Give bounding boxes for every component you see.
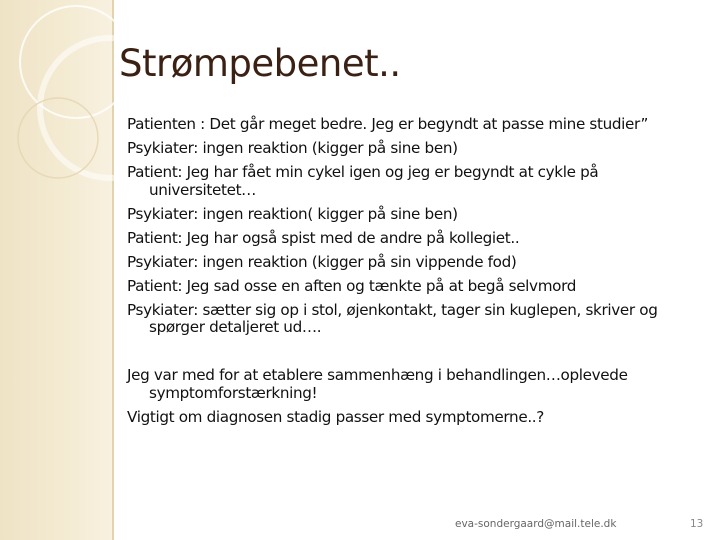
dialogue-line: Psykiater: ingen reaktion( kigger på sine ben)	[127, 204, 458, 223]
dialogue-line: Patient: Jeg har fået min cykel igen og jeg er begyndt at cykle på universitetet…	[127, 163, 599, 199]
conclusion-line: Jeg var med for at etablere sammenhæng i behandlingen…oplevede symptomforstærkning!	[127, 366, 628, 402]
footer-email: eva-sondergaard@mail.tele.dk	[455, 518, 617, 530]
dialogue-line: Psykiater: sætter sig op i stol, øjenkontakt, tager sin kuglepen, skriver og spørger detaljeret ud….	[127, 300, 658, 336]
dialogue-line: Psykiater: ingen reaktion (kigger på sine ben)	[127, 139, 458, 157]
dialogue-line: Patienten : Det går meget bedre. Jeg er begyndt at passe mine studier”	[127, 115, 649, 133]
slide-body	[127, 116, 702, 433]
conclusion-line: Vigtigt om diagnosen stadig passer med symptomerne..?	[127, 407, 544, 426]
paragraph-gap	[127, 343, 702, 367]
slide-title: Strømpebenet..	[119, 42, 401, 85]
dialogue-line: Patient: Jeg sad osse en aften og tænkte på at begå selvmord	[127, 276, 576, 295]
page-number: 13	[690, 518, 704, 530]
dialogue-line: Patient: Jeg har også spist med de andre på kollegiet..	[127, 228, 520, 247]
dialogue-line: Psykiater: ingen reaktion (kigger på sin vippende fod)	[127, 252, 517, 271]
